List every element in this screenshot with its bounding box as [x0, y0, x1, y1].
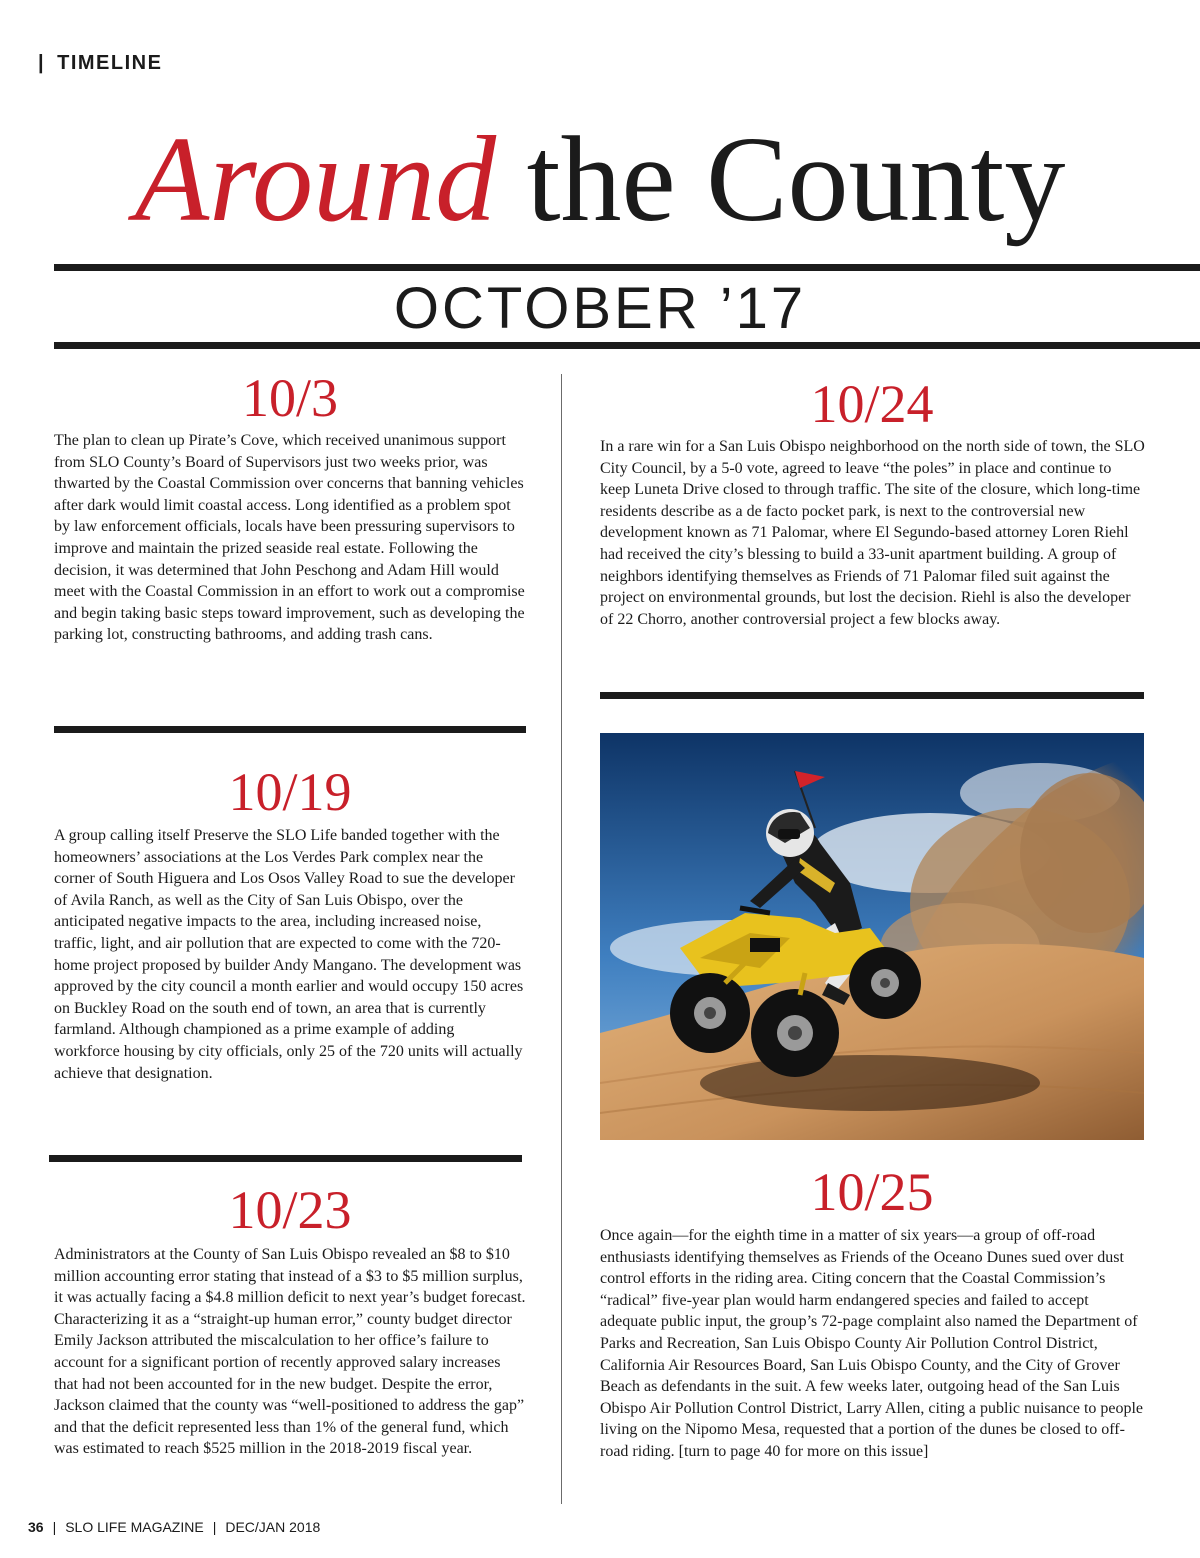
- entry-date-10-3: 10/3: [241, 368, 338, 428]
- month-rule-top: [54, 264, 1200, 271]
- footer-separator: |: [52, 1519, 57, 1535]
- page-title-accent: Around: [134, 112, 497, 247]
- entry-divider-3: [600, 692, 1144, 699]
- section-label-bar: |: [38, 52, 46, 74]
- entry-divider-2: [49, 1155, 522, 1162]
- entry-date-10-19: 10/19: [228, 762, 352, 822]
- page-number: 36: [28, 1519, 44, 1535]
- entry-body-10-3: The plan to clean up Pirate’s Cove, which received unanimous support from SLO County’s Board of Supervisors just two weeks prior, was thwarted by the Coastal Commission over concerns that banning vehicles after dark would limit coastal access. Long identified as a problem spot by law enforcement officials, locals have been pressuring supervisors to improve and maintain the prized seaside real estate. Following the decision, it was determined that John Peschong and Adam Hill would meet with the Coastal Commission in an effort to work out a compromise and begin taking basic steps toward improvement, such as developing the parking lot, constructing bathrooms, and adding trash cans.: [54, 432, 525, 644]
- section-label-text: TIMELINE: [57, 52, 163, 74]
- column-divider: [561, 374, 562, 1504]
- month-rule-bottom: [54, 342, 1200, 349]
- entry-body-10-19: A group calling itself Preserve the SLO Life banded together with the homeowners’ associations at the Los Verdes Park complex near the corner of South Higuera and Los Osos Valley Road to sue the developer of Avila Ranch, as well as the City of San Luis Obispo, over the anticipated negative impacts to the area, including increased noise, traffic, light, and air pollution that are expected to come with the 720-home project proposed by builder Andy Mangano. The development was approved by the city council a month earlier and would occupy 150 acres on Buckley Road on the south end of town, an area that is currently farmland. Although championed as a prime example of adding workforce housing by city officials, only 25 of the 720 units will actually achieve that designation.: [54, 827, 524, 1082]
- entry-date-10-25: 10/25: [810, 1162, 934, 1222]
- magazine-name: SLO LIFE MAGAZINE: [65, 1519, 204, 1535]
- entry-date-10-24: 10/24: [810, 374, 934, 434]
- issue-date: DEC/JAN 2018: [225, 1519, 321, 1535]
- entry-divider-1: [54, 726, 526, 733]
- section-label: [38, 52, 162, 75]
- page-title-rest: the County: [526, 112, 1066, 247]
- footer-separator: |: [212, 1519, 217, 1535]
- page-footer: [28, 1519, 320, 1535]
- month-heading: OCTOBER ’17: [393, 276, 807, 341]
- entry-body-10-24: In a rare win for a San Luis Obispo neighborhood on the north side of town, the SLO City Council, by a 5-0 vote, agreed to leave “the poles” in place and continue to keep Luneta Drive closed to through traffic. The site of the closure, which long-time residents describe as a de facto pocket park, is next to the controversial new development known as 71 Palomar, where El Segundo-based attorney Loren Riehl had received the city’s blessing to build a 33-unit apartment building. A group of neighbors identifying themselves as Friends of 71 Palomar filed suit against the project on environmental grounds, but lost the decision. Riehl is also the developer of 22 Chorro, another controversial project a few blocks away.: [600, 438, 1145, 628]
- entry-body-10-23: Administrators at the County of San Luis Obispo revealed an $8 to $10 million accounting error stating that instead of a $3 to $5 million surplus, it was actually facing a $4.8 million deficit to next year’s budget forecast. Characterizing it as a “straight-up human error,” county budget director Emily Jackson attributed the miscalculation to her office’s failure to account for a significant portion of recently approved salary increases that had not been accounted for in the new budget. Despite the error, Jackson claimed that the county was “well-positioned to address the gap” and that the deficit represented less than 1% of the general fund, which was estimated to reach $525 million in the 2018-2019 fiscal year.: [54, 1246, 526, 1458]
- entry-body-10-25: Once again—for the eighth time in a matter of six years—a group of off-road enthusiasts identifying themselves as Friends of the Oceano Dunes sued over dust control efforts in the riding area. Citing concern that the Coastal Commission’s “radical” five-year plan would harm endangered species and failed to accept adequate public input, the group’s 72-page complaint also named the Department of Parks and Recreation, San Luis Obispo County Air Pollution Control District, California Air Resources Board, San Luis Obispo County, and the City of Grover Beach as defendants in the suit. A few weeks later, outgoing head of the San Luis Obispo Air Pollution Control District, Larry Allen, citing a public nuisance to people living on the Nipomo Mesa, requested that a portion of the dunes be closed to off-road riding. [turn to page 40 for more on this issue]: [600, 1227, 1144, 1460]
- entry-date-10-23: 10/23: [228, 1180, 352, 1240]
- atv-rider-on-dunes-photo: [600, 733, 1144, 1140]
- page-title: [0, 105, 1200, 255]
